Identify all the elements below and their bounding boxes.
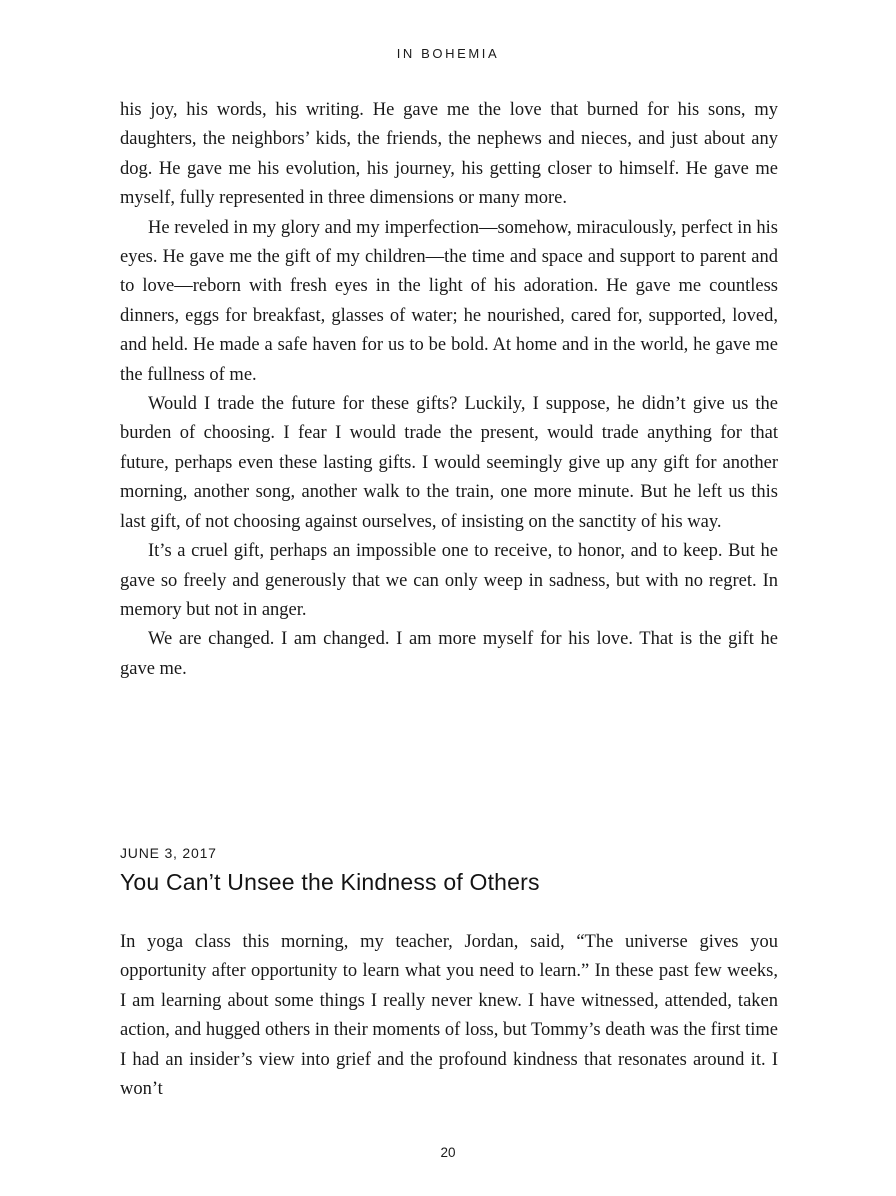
entry-title: You Can’t Unsee the Kindness of Others (120, 869, 540, 895)
paragraph: Would I trade the future for these gifts? Luckily, I suppose, he didn’t give us the burden of choosing. I fear I would trade the present, would trade anything for that future, perhaps even these lasting gifts. I would seemingly give up any gift for another morning, another song, another walk to the train, one more minute. But he left us this last gift, of not choosing against ourselves, of insisting on the sanctity of his way. (120, 394, 778, 532)
body-text-block (120, 96, 778, 684)
entry-body-block (120, 928, 778, 1104)
page-number: 20 (440, 1145, 456, 1160)
paragraph: He reveled in my glory and my imperfection—somehow, miraculously, perfect in his eyes. He gave me the gift of my children—the time and space and support to parent and to love—reborn with fresh eyes in the light of his adoration. He gave me countless dinners, eggs for breakfast, glasses of water; he nourished, cared for, supported, loved, and held. He made a safe haven for us to be bold. At home and in the world, he gave me the fullness of me. (120, 217, 778, 385)
paragraph: We are changed. I am changed. I am more myself for his love. That is the gift he gave me. (120, 629, 778, 679)
paragraph: his joy, his words, his writing. He gave me the love that burned for his sons, my daughters, the neighbors’ kids, the friends, the nephews and nieces, and just about any dog. He gave me his evolution, his journey, his getting closer to himself. He gave me myself, fully represented in three dimensions or many more. (120, 100, 778, 209)
entry-heading (120, 845, 540, 895)
paragraph: In yoga class this morning, my teacher, Jordan, said, “The universe gives you opportunity after opportunity to learn what you need to learn.” In these past few weeks, I am learning about some things I really never knew. I have witnessed, attended, taken action, and hugged others in their moments of loss, but Tommy’s death was the first time I had an insider’s view into grief and the profound kindness that resonates around it. I won’t (120, 932, 778, 1100)
paragraph: It’s a cruel gift, perhaps an impossible one to receive, to honor, and to keep. But he gave so freely and generously that we can only weep in sadness, but with no regret. In memory but not in anger. (120, 541, 778, 620)
entry-date: JUNE 3, 2017 (120, 845, 217, 861)
running-head: IN BOHEMIA (396, 46, 500, 61)
